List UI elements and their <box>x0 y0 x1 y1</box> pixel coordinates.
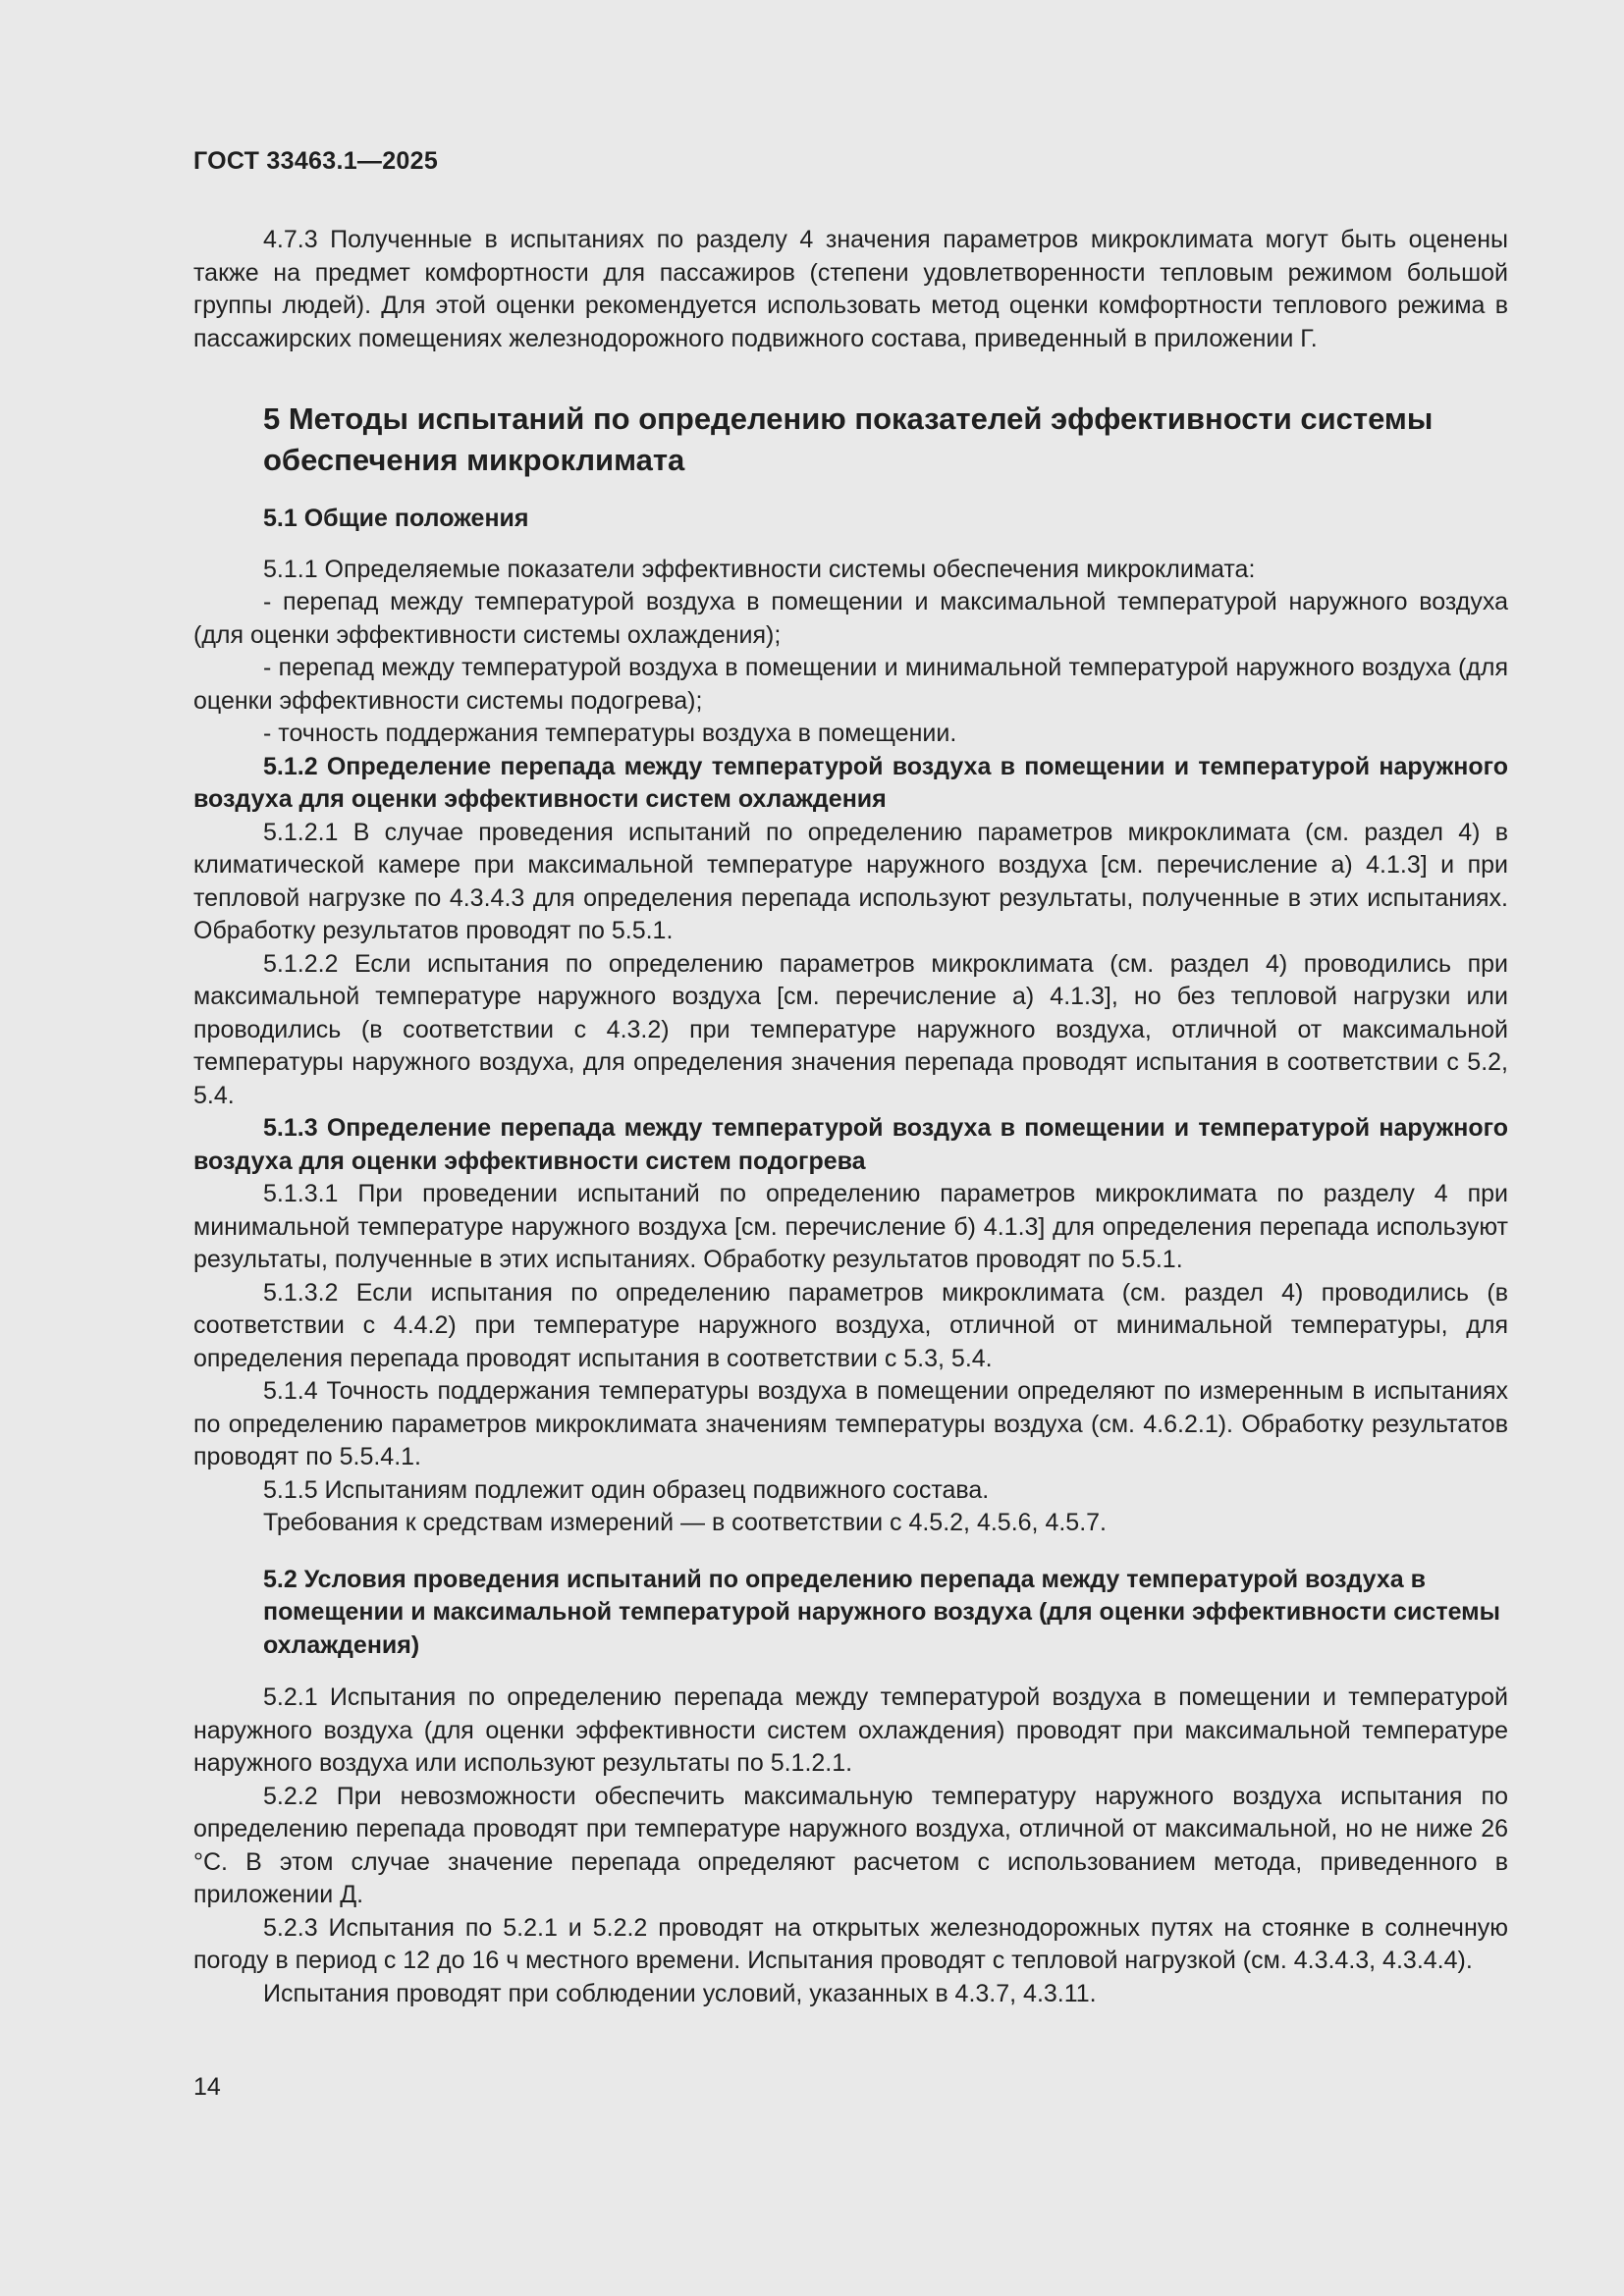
list-item-heating: - перепад между температурой воздуха в помещении и минимальной температурой наружного воздуха (для оценки эффективности системы подогрева); <box>193 654 1508 715</box>
document-header: ГОСТ 33463.1—2025 <box>193 147 439 175</box>
list-item-accuracy: - точность поддержания температуры воздуха в помещении. <box>263 720 957 747</box>
page-number: 14 <box>193 2073 221 2101</box>
subsection-5-1-title: 5.1 Общие положения <box>263 505 529 532</box>
paragraph-5-1-3-2: 5.1.3.2 Если испытания по определению параметров микроклимата (см. раздел 4) проводились (в соответствии с 4.4.2) при температуре наружного воздуха, отличной от минимальной температуры, для определения перепада проводят испытания в соответствии с 5.3, 5.4. <box>193 1278 1508 1372</box>
paragraph-conditions: Испытания проводят при соблюдении условий, указанных в 4.3.7, 4.3.11. <box>263 1979 1097 2007</box>
section-5-title: 5 Методы испытаний по определению показателей эффективности системы обеспечения микроклимата <box>263 401 1434 477</box>
list-item-cooling: - перепад между температурой воздуха в помещении и максимальной температурой наружного воздуха (для оценки эффективности системы охлаждения); <box>193 588 1508 649</box>
paragraph-5-1-1: 5.1.1 Определяемые показатели эффективности системы обеспечения микроклимата: <box>263 555 1256 583</box>
paragraph-5-1-2-2: 5.1.2.2 Если испытания по определению параметров микроклимата (см. раздел 4) проводились при максимальной температуре наружного воздуха [см. перечисление а) 4.1.3], но без тепловой нагрузки или проводились (в соответствии с 4.3.2) при температуре наружного воздуха, отличной от максимальной температуры наружного воздуха, для определения значения перепада проводят испытания в соответствии с 5.2, 5.4. <box>193 949 1508 1109</box>
paragraph-5-2-3: 5.2.3 Испытания по 5.2.1 и 5.2.2 проводят на открытых железнодорожных путях на стоянке в солнечную погоду в период с 12 до 16 ч местного времени. Испытания проводят с тепловой нагрузкой (см. 4.3.4.3, 4.3.4.4). <box>193 1913 1508 1974</box>
heading-5-1-2: 5.1.2 Определение перепада между температурой воздуха в помещении и температурой наружного воздуха для оценки эффективности систем охлаждения <box>193 752 1508 813</box>
paragraph-5-1-2-1: 5.1.2.1 В случае проведения испытаний по определению параметров микроклимата (см. раздел 4) в климатической камере при максимальной температуре наружного воздуха [см. перечисление а) 4.1.3] и при тепловой нагрузке по 4.3.4.3 для определения перепада используют результаты, полученные в этих испытаниях. Обработку результатов проводят по 5.5.1. <box>193 818 1508 944</box>
paragraph-5-2-1: 5.2.1 Испытания по определению перепада между температурой воздуха в помещении и температурой наружного воздуха (для оценки эффективности систем охлаждения) проводят при максимальной температуре наружного воздуха или используют результаты по 5.1.2.1. <box>193 1683 1508 1777</box>
subsection-5-2-title: 5.2 Условия проведения испытаний по определению перепада между температурой воздуха в помещении и максимальной температурой наружного воздуха (для оценки эффективности системы охлаждения) <box>263 1565 1500 1659</box>
heading-5-1-3: 5.1.3 Определение перепада между температурой воздуха в помещении и температурой наружного воздуха для оценки эффективности систем подогрева <box>193 1114 1508 1175</box>
document-body <box>193 224 1508 2010</box>
paragraph-5-1-5: 5.1.5 Испытаниям подлежит один образец подвижного состава. <box>263 1475 990 1504</box>
paragraph-5-1-4: 5.1.4 Точность поддержания температуры воздуха в помещении определяют по измеренным в испытаниях по определению параметров микроклимата значениям температуры воздуха (см. 4.6.2.1). Обработку результатов проводят по 5.5.4.1. <box>193 1377 1508 1470</box>
paragraph-requirements: Требования к средствам измерений — в соответствии с 4.5.2, 4.5.6, 4.5.7. <box>263 1509 1107 1536</box>
paragraph-5-1-3-1: 5.1.3.1 При проведении испытаний по определению параметров микроклимата по разделу 4 при минимальной температуре наружного воздуха [см. перечисление б) 4.1.3] для определения перепада используют результаты, полученные в этих испытаниях. Обработку результатов проводят по 5.5.1. <box>193 1180 1508 1273</box>
paragraph-5-2-2: 5.2.2 При невозможности обеспечить максимальную температуру наружного воздуха испытания по определению перепада проводят при температуре наружного воздуха, отличной от максимальной, но не ниже 26 °С. В этом случае значение перепада определяют расчетом с использованием метода, приведенного в приложении Д. <box>193 1782 1508 1908</box>
paragraph-4-7-3: 4.7.3 Полученные в испытаниях по разделу 4 значения параметров микроклимата могут быть оценены также на предмет комфортности для пассажиров (степени удовлетворенности тепловым режимом большой группы людей). Для этой оценки рекомендуется использовать метод оценки комфортности теплового режима в пассажирских помещениях железнодорожного подвижного состава, приведенный в приложении Г. <box>193 226 1508 352</box>
